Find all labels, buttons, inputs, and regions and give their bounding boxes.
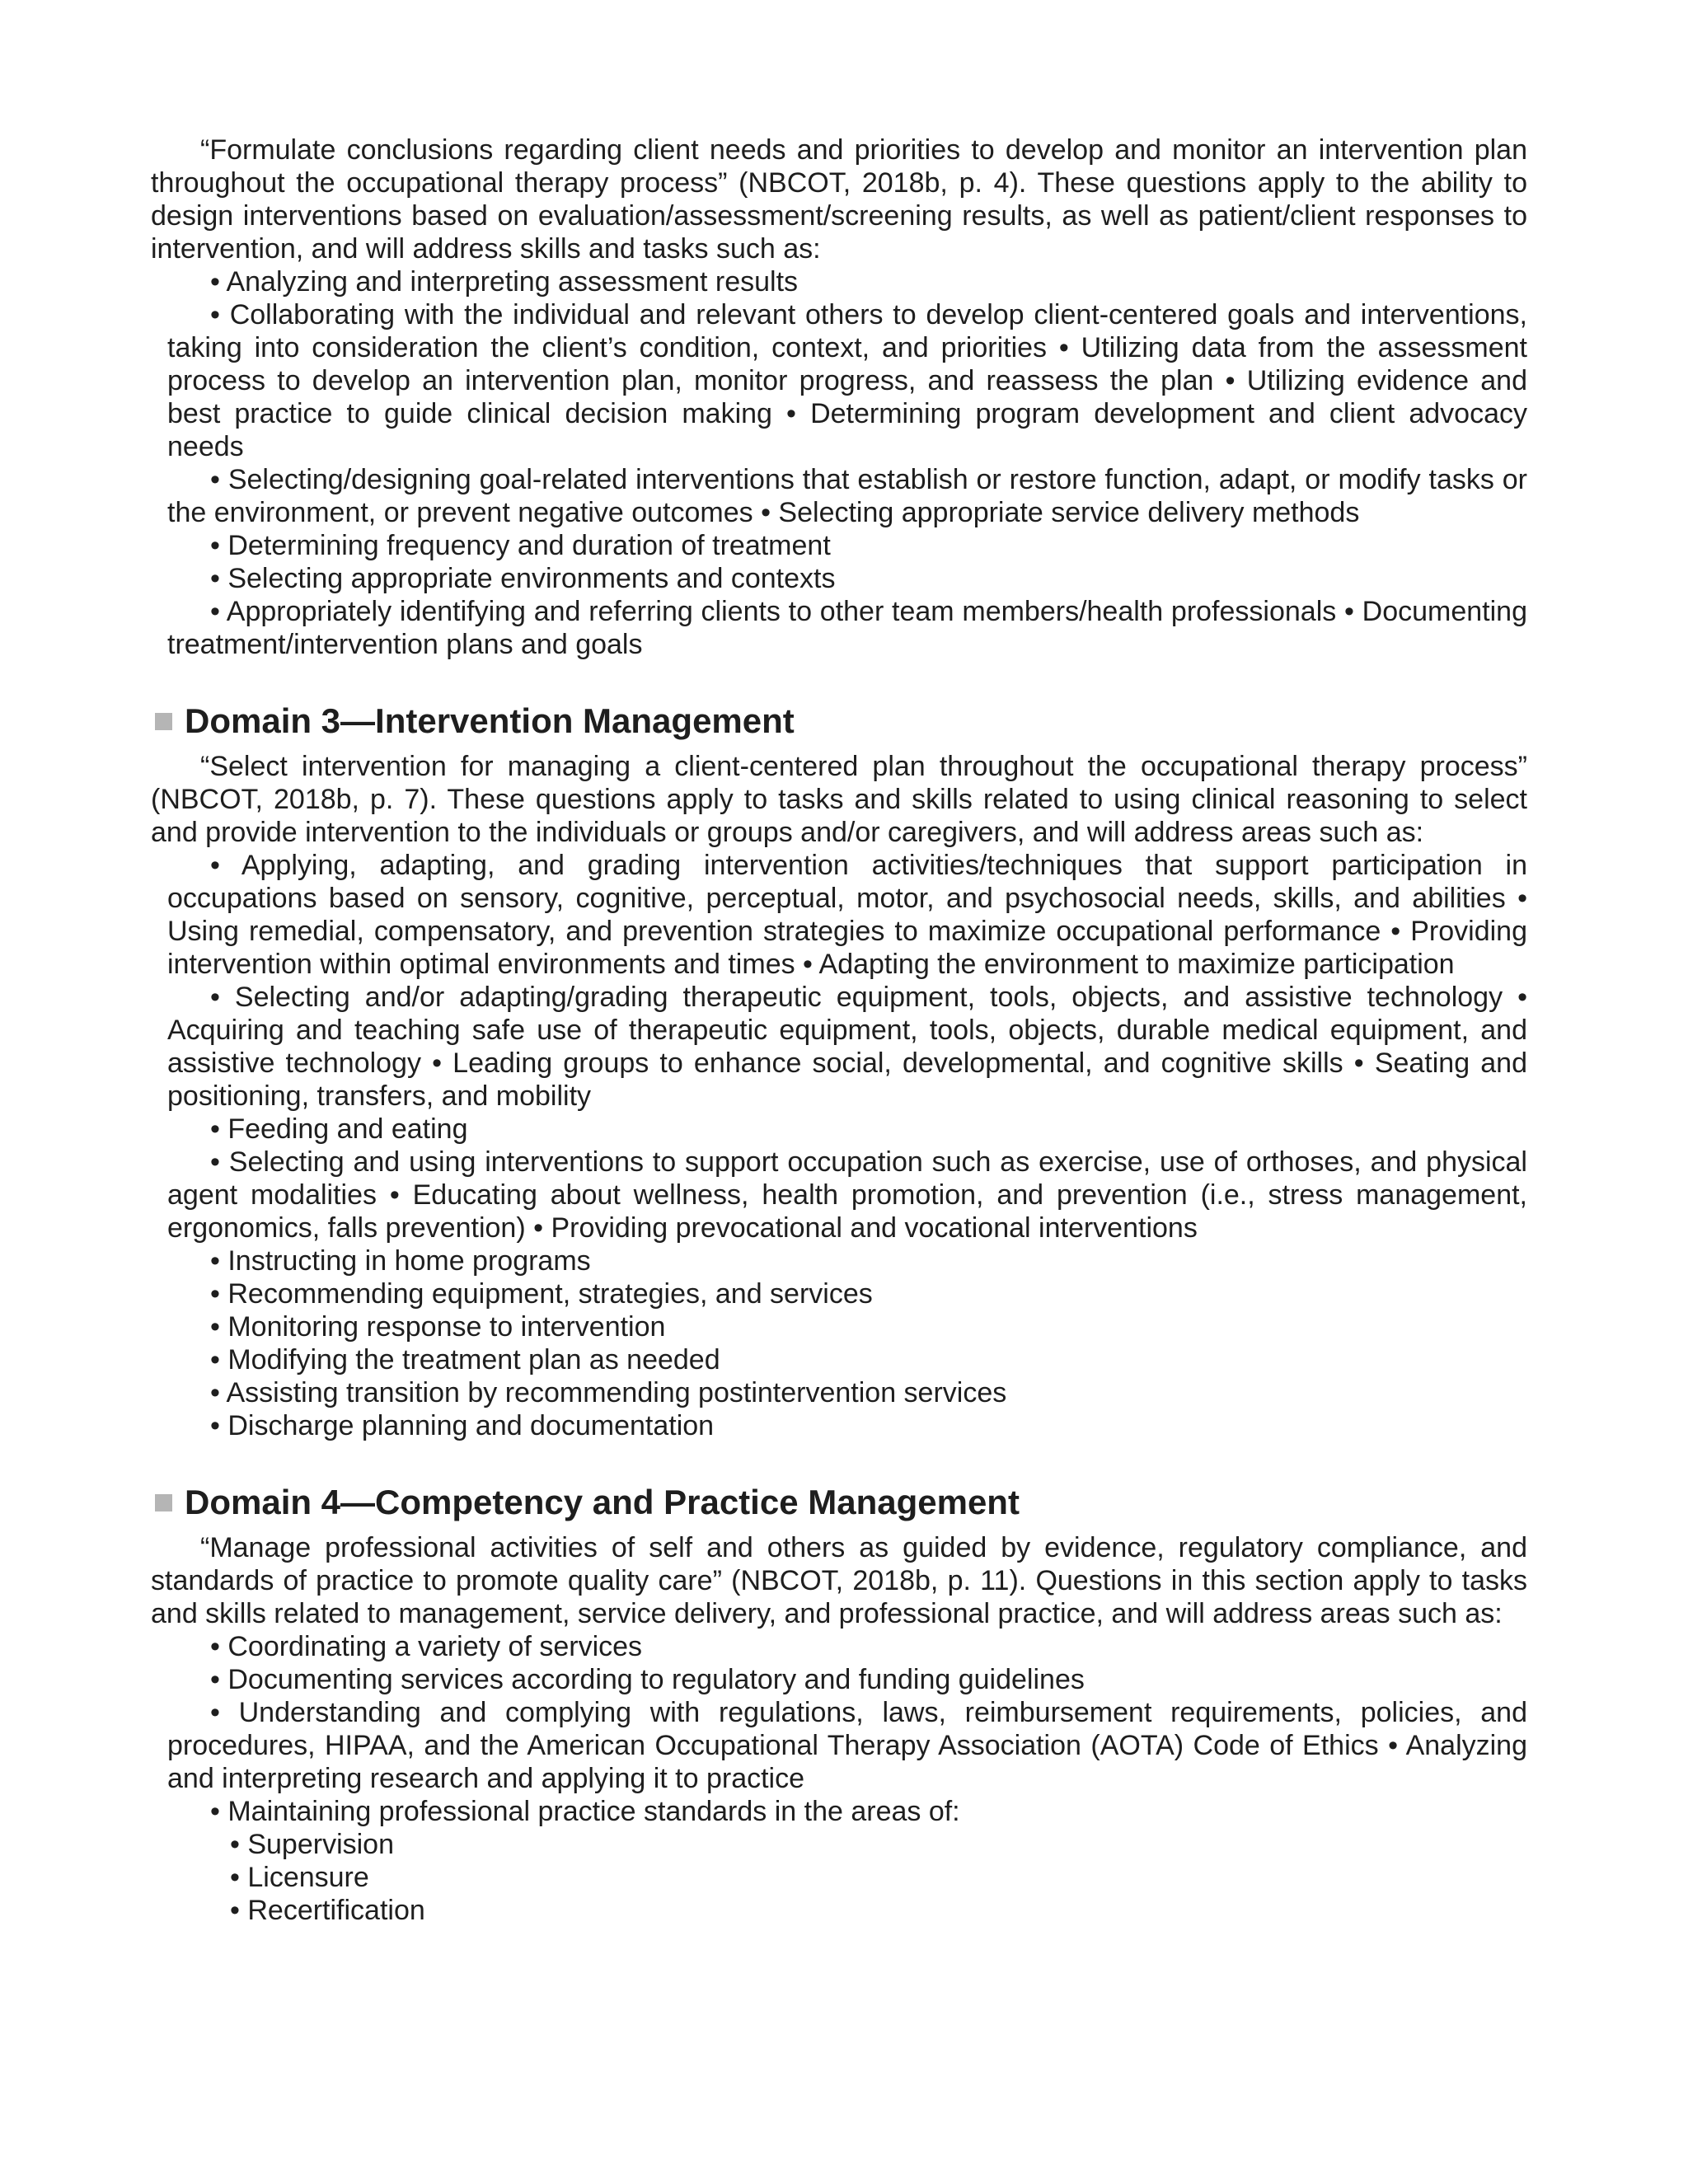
list-item: • Understanding and complying with regulations, laws, reimbursement requirements, policies, and procedures, HIPAA, and the American Occupational Therapy Association (AOTA) Code of Ethics • Analyzing and interpreting research and applying it to practice (167, 1697, 1527, 1794)
sub-list-item: • Licensure (230, 1862, 369, 1893)
list-item: • Recommending equipment, strategies, and services (210, 1278, 873, 1310)
list-item: • Selecting appropriate environments and contexts (210, 563, 836, 594)
domain3-title: Domain 3—Intervention Management (185, 701, 795, 740)
domain4-intro: “Manage professional activities of self and others as guided by evidence, regulatory compliance, and standards of practice to promote quality care” (NBCOT, 2018b, p. 11). Questions in this section apply to tasks and skills related to management, service delivery, and professional practice, and will address areas such as: (151, 1532, 1527, 1629)
list-item: • Selecting and using interventions to support occupation such as exercise, use of orthoses, and physical agent modalities • Educating about wellness, health promotion, and prevention (i.e., stress management, ergonomics, falls prevention) • Providing prevocational and vocational interventions (167, 1146, 1527, 1244)
list-item: • Selecting and/or adapting/grading therapeutic equipment, tools, objects, and assistive technology • Acquiring and teaching safe use of therapeutic equipment, tools, objects, durable medical equipment, and assistive technology • Leading groups to enhance social, developmental, and cognitive skills • Seating and positioning, transfers, and mobility (167, 982, 1527, 1112)
list-item: • Collaborating with the individual and relevant others to develop client-centered goals and interventions, taking into consideration the client’s condition, context, and priorities • Utilizing data from the assessment process to develop an intervention plan, monitor progress, and reassess the plan • Utilizing evidence and best practice to guide clinical decision making • Determining program development and client advocacy needs (167, 299, 1527, 462)
list-item: • Analyzing and interpreting assessment results (210, 266, 799, 298)
list-item: • Coordinating a variety of services (210, 1631, 643, 1662)
sub-list-item: • Recertification (230, 1895, 425, 1926)
document-page (151, 134, 1527, 1927)
list-item: • Monitoring response to intervention (210, 1311, 666, 1343)
list-item: • Selecting/designing goal-related interventions that establish or restore function, adapt, or modify tasks or the environment, or prevent negative outcomes • Selecting appropriate service delivery methods (167, 464, 1527, 528)
domain4-title: Domain 4—Competency and Practice Management (185, 1483, 1020, 1521)
list-item: • Feeding and eating (210, 1113, 468, 1145)
list-item: • Maintaining professional practice standards in the areas of: (210, 1796, 960, 1827)
square-bullet-icon (155, 713, 172, 730)
list-item: • Determining frequency and duration of treatment (210, 530, 831, 561)
list-item: • Documenting services according to regulatory and funding guidelines (210, 1664, 1085, 1695)
domain2-intro: “Formulate conclusions regarding client needs and priorities to develop and monitor an intervention plan throughout the occupational therapy process” (NBCOT, 2018b, p. 4). These questions apply to the ability to design interventions based on evaluation/assessment/screening results, as well as patient/client responses to intervention, and will address skills and tasks such as: (151, 134, 1527, 265)
domain3-intro: “Select intervention for managing a client-centered plan throughout the occupational therapy process” (NBCOT, 2018b, p. 7). These questions apply to tasks and skills related to using clinical reasoning to select and provide intervention to the individuals or groups and/or caregivers, and will address areas such as: (151, 751, 1527, 848)
sub-list-item: • Supervision (230, 1829, 395, 1860)
list-item: • Assisting transition by recommending postintervention services (210, 1377, 1007, 1408)
list-item: • Modifying the treatment plan as needed (210, 1344, 720, 1376)
list-item: • Applying, adapting, and grading intervention activities/techniques that support participation in occupations based on sensory, cognitive, perceptual, motor, and psychosocial needs, skills, and abilities • Using remedial, compensatory, and prevention strategies to maximize occupational performance • Providing intervention within optimal environments and times • Adapting the environment to maximize participation (167, 850, 1527, 980)
list-item: • Instructing in home programs (210, 1245, 591, 1277)
list-item: • Discharge planning and documentation (210, 1410, 715, 1441)
square-bullet-icon (155, 1494, 172, 1511)
list-item: • Appropriately identifying and referring clients to other team members/health professionals • Documenting treatment/intervention plans and goals (167, 596, 1527, 660)
domain4-heading (151, 1482, 1527, 1523)
domain3-heading (151, 701, 1527, 742)
